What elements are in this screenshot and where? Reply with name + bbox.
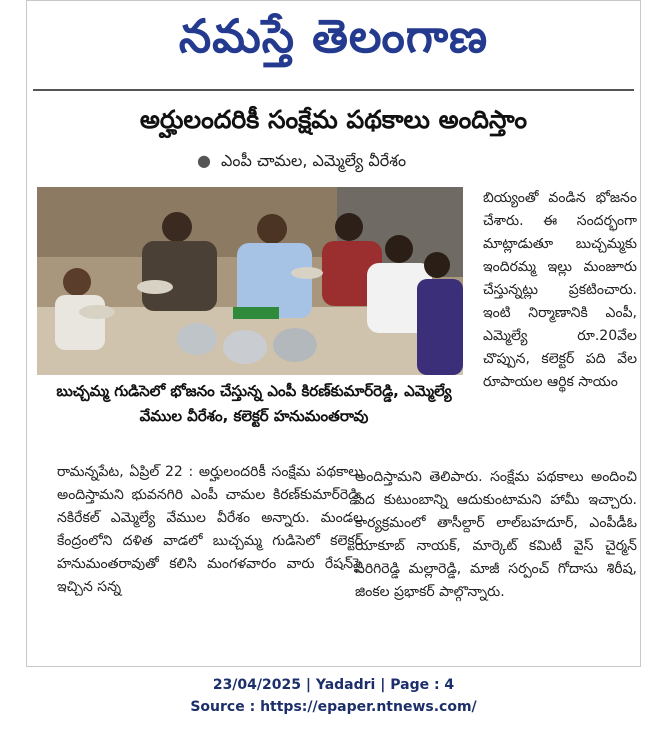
masthead-rule (33, 89, 634, 91)
bullet-icon: ● (197, 151, 211, 170)
footer-edition-info (0, 677, 667, 693)
article-column-middle: అందిస్తామని తెలిపారు. సంక్షేమ పథకాలు అందించి పేద కుటుంబాన్ని ఆదుకుంటామని హామీ ఇచ్చారు. కార్యక్రమంలో తాసీల్దార్‌ లాల్‌బహదూర్‌, ఎంపీడీఓ యాకూబ్‌ నాయక్‌, మార్కెట్‌ కమిటీ వైస్‌ చైర్మన్‌ సిరిగిరెడ్డి మల్లారెడ్డి, మాజీ సర్పంచ్‌ గోదాసు శిరీష, జింకల ప్రభాకర్‌ పాల్గొన్నారు. (355, 469, 637, 600)
article-subhead (197, 151, 406, 174)
footer-source-label: Source : (190, 699, 260, 715)
footer-source (0, 699, 667, 715)
meal-photo-illustration (37, 187, 463, 375)
article-headline: అర్హులందరికీ సంక్షేమ పథకాలు అందిస్తాం (139, 105, 528, 134)
article-column-left: రామన్నపేట, ఏప్రిల్‌ 22 : అర్హులందరికీ సంక్షేమ పథకాలు అందిస్తామని భువనగిరి ఎంపీ చామల కిరణ్‌కుమార్‌రెడ్డి, నకిరేకల్‌ ఎమ్మెల్యే వేముల వీరేశం అన్నారు. మండల కేంద్రంలోని దళిత వాడలో బుచ్చమ్మ గుడిసెలో కలెక్టర్‌ హనుమంతరావుతో కలిసి మంగళవారం వారు రేషన్‌పై ఇచ్చిన సన్న (57, 464, 363, 595)
masthead-title: నమస్తే తెలంగాణ (178, 9, 489, 63)
photo-caption: బుచ్చమ్మ గుడిసెలో భోజనం చేస్తున్న ఎంపీ కిరణ్‌కుమార్‌రెడ్డి, ఎమ్మెల్యే వేముల వీరేశం, కలెక్టర్‌ హనుమంతరావు (56, 382, 452, 425)
article-column-right: బియ్యంతో వండిన భోజనం చేశారు. ఈ సందర్భంగా మాట్లాడుతూ బుచ్చమ్మకు ఇందిరమ్మ ఇల్లు మంజూరు చేస్తున్నట్లు ప్రకటించారు. ఇంటి నిర్మాణానికి ఎంపీ, ఎమ్మెల్యే రూ.20వేల చొప్పున, కలెక్టర్‌ పది వేల రూపాయల ఆర్థిక సాయం (483, 190, 637, 390)
footer-page: | Page : 4 (375, 677, 454, 693)
footer-source-url[interactable]: https://epaper.ntnews.com/ (260, 699, 477, 715)
meal-photo (37, 187, 463, 375)
footer-edition: | Yadadri (301, 677, 375, 693)
newspaper-clipping (26, 0, 641, 667)
footer-date: 23/04/2025 (212, 677, 301, 693)
subhead-text: ఎంపీ చామల, ఎమ్మెల్యే వీరేశం (220, 151, 407, 170)
